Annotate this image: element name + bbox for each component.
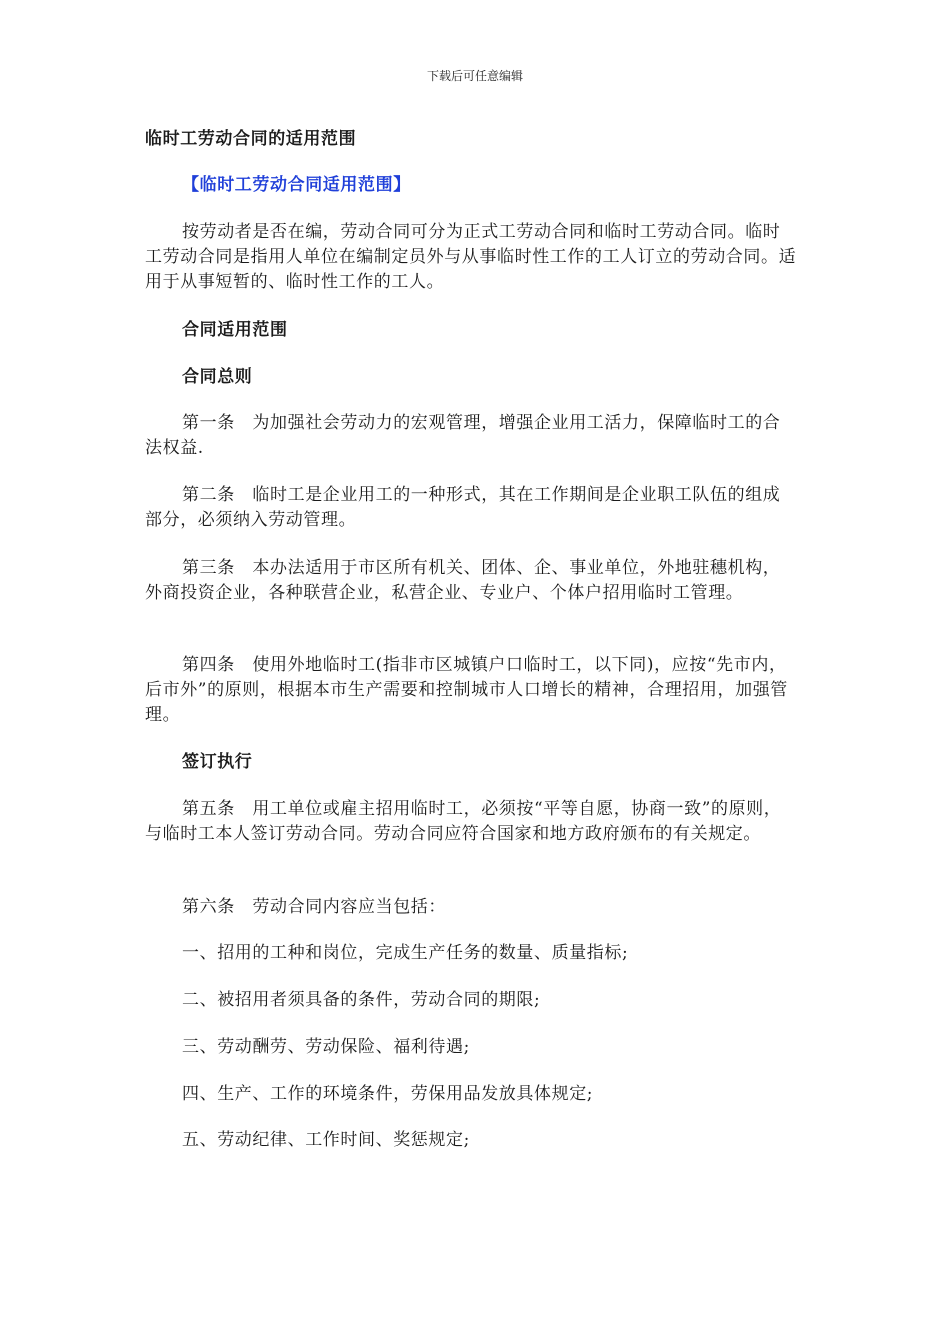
list-item: 四、生产、工作的环境条件，劳保用品发放具体规定; xyxy=(182,1084,594,1104)
section-heading-sign: 签订执行 xyxy=(182,752,253,772)
section-heading-general: 合同总则 xyxy=(182,367,253,387)
list-item: 五、劳动纪律、工作时间、奖惩规定; xyxy=(182,1130,470,1150)
article-3: 第三条 本办法适用于市区所有机关、团体、企、事业单位，外地驻穗机构，外商投资企业，各种联营企业，私营企业、专业户、个体户招用临时工管理。 xyxy=(145,558,781,603)
intro-paragraph: 按劳动者是否在编，劳动合同可分为正式工劳动合同和临时工劳动合同。临时工劳动合同是指用人单位在编制定员外与从事临时性工作的工人订立的劳动合同。适用于从事短暂的、临时性工作的工人。 xyxy=(145,222,797,292)
list-item: 二、被招用者须具备的条件，劳动合同的期限; xyxy=(182,990,541,1010)
document-subtitle: 【临时工劳动合同适用范围】 xyxy=(182,175,411,195)
article-5: 第五条 用工单位或雇主招用临时工，必须按“平等自愿，协商一致”的原则，与临时工本人签订劳动合同。劳动合同应符合国家和地方政府颁布的有关规定。 xyxy=(145,799,782,844)
list-item: 一、招用的工种和岗位，完成生产任务的数量、质量指标; xyxy=(182,943,629,963)
article-1: 第一条 为加强社会劳动力的宏观管理，增强企业用工活力，保障临时工的合法权益. xyxy=(145,413,781,458)
section-heading-scope: 合同适用范围 xyxy=(182,320,288,340)
article-6: 第六条 劳动合同内容应当包括： xyxy=(182,897,446,917)
article-4: 第四条 使用外地临时工(指非市区城镇户口临时工，以下同)，应按“先市内，后市外”的原则，根据本市生产需要和控制城市人口增长的精神，合理招用，加强管理。 xyxy=(145,655,788,725)
header-note: 下载后可任意编辑 xyxy=(426,69,523,83)
article-2: 第二条 临时工是企业用工的一种形式，其在工作期间是企业职工队伍的组成部分，必须纳入劳动管理。 xyxy=(145,485,781,530)
list-item: 三、劳动酬劳、劳动保险、福利待遇; xyxy=(182,1037,470,1057)
document-title: 临时工劳动合同的适用范围 xyxy=(145,129,357,149)
